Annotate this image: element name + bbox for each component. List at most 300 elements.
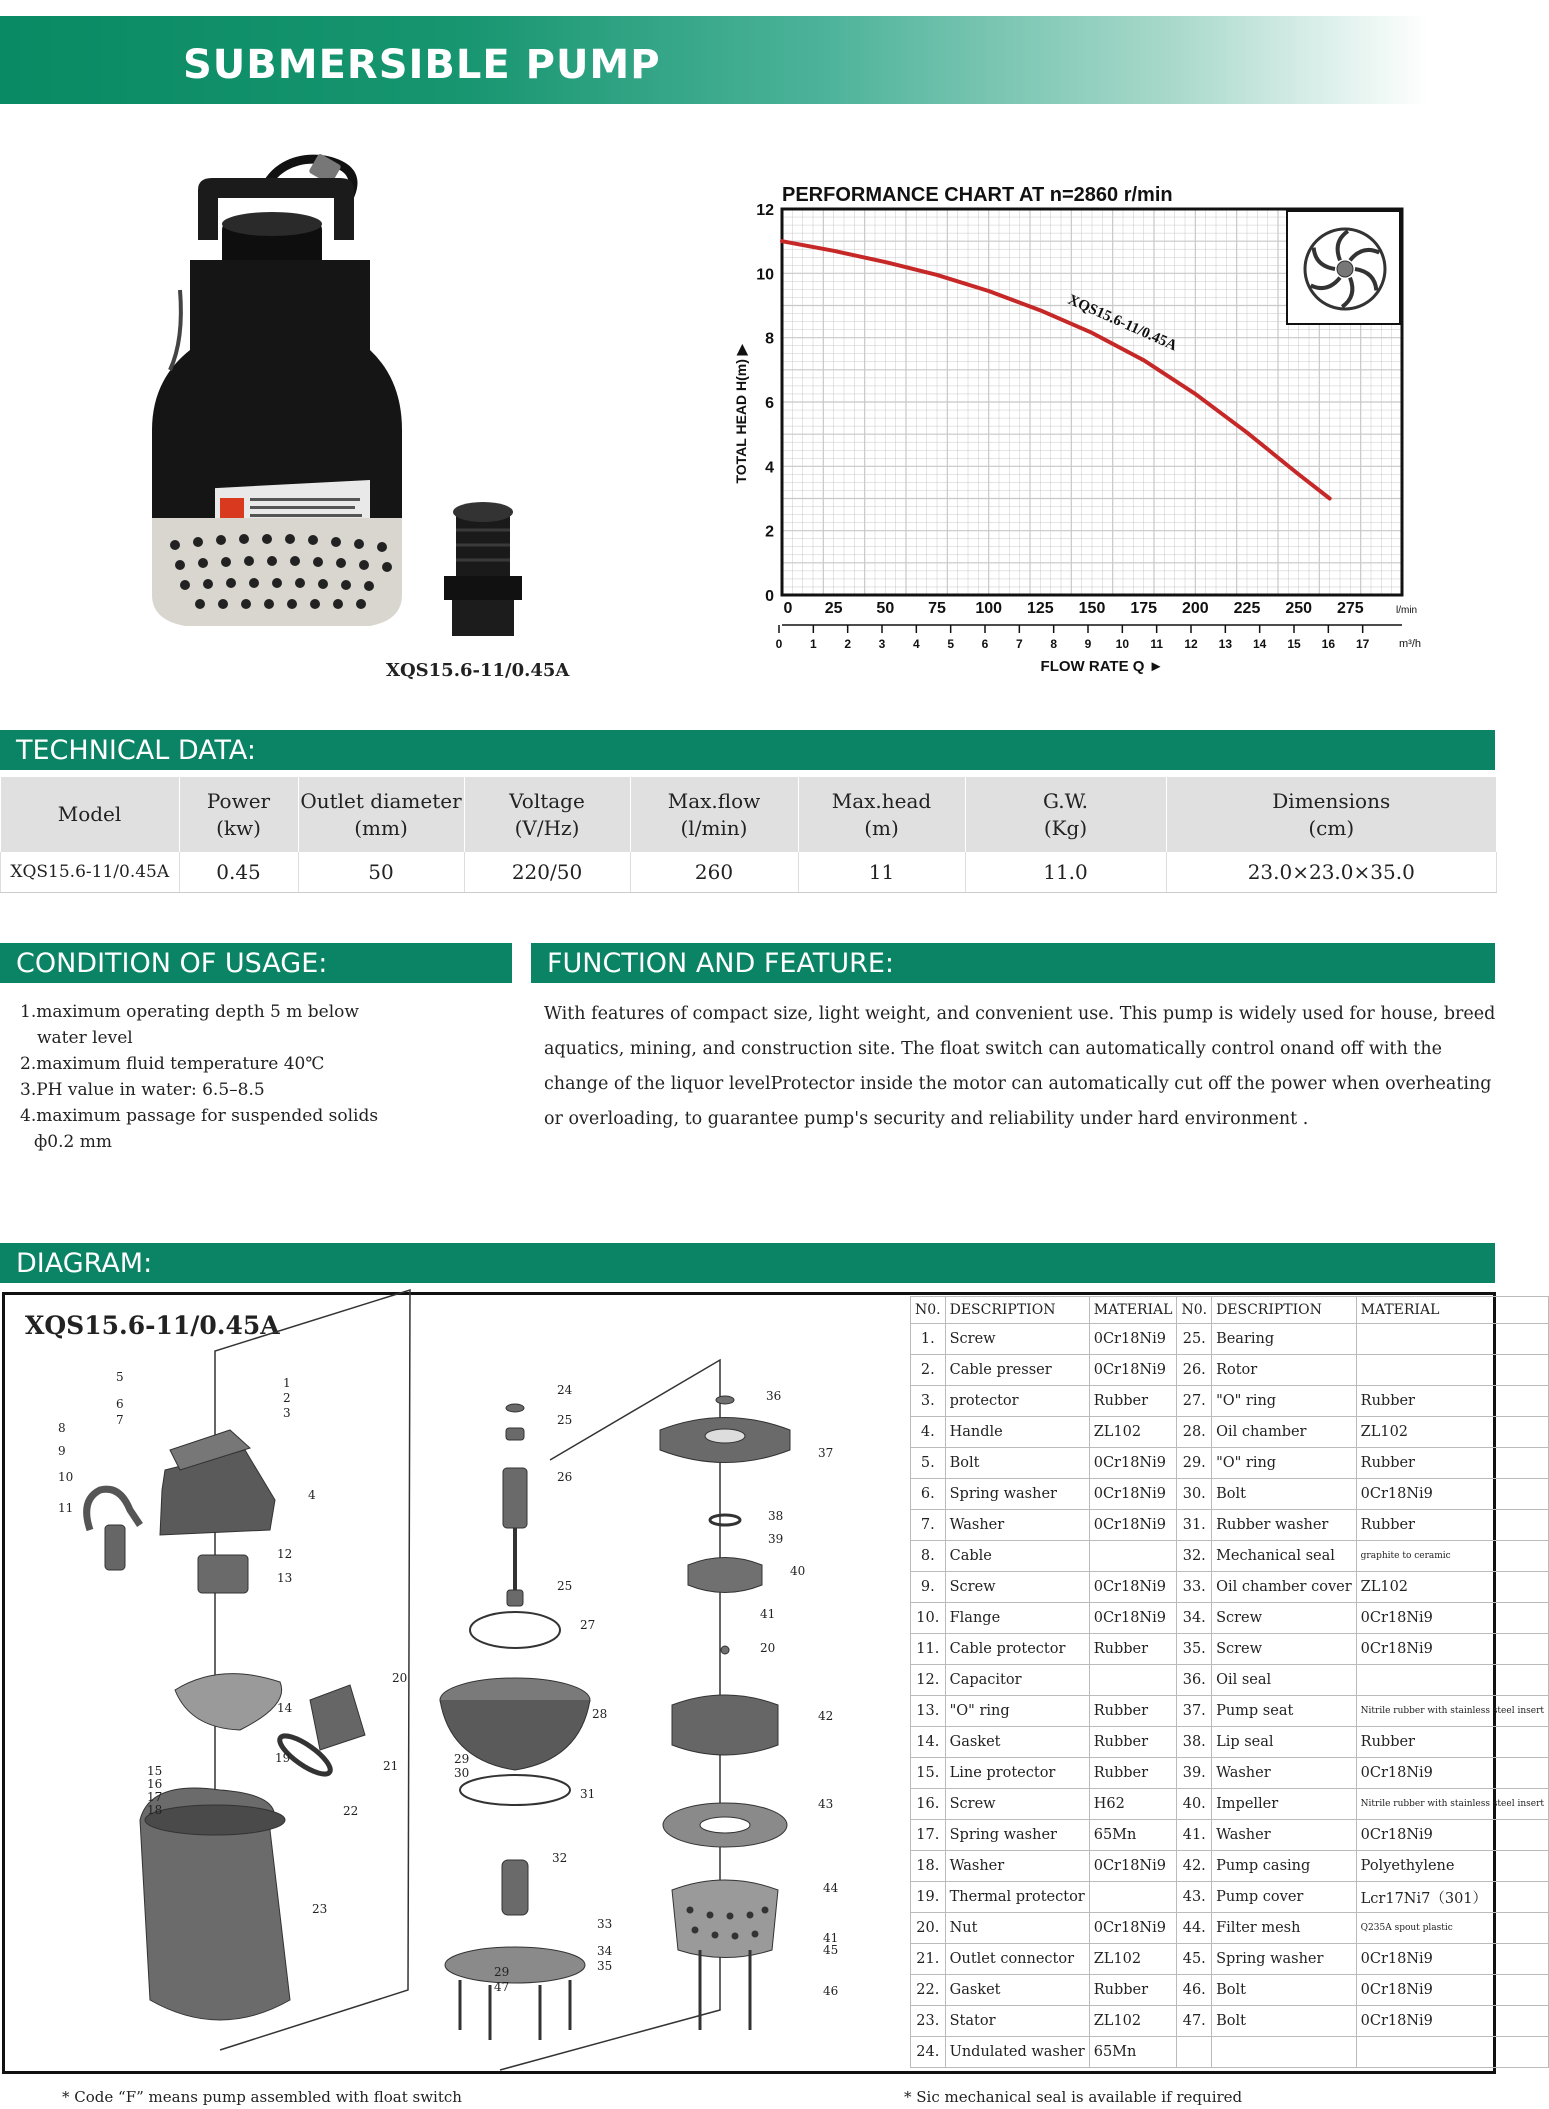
callout: 1 — [283, 1376, 291, 1390]
y-tick-label: 2 — [765, 523, 774, 541]
callout: 24 — [557, 1383, 573, 1397]
footer-note-left: * Code “F” means pump assembled with float switch — [62, 2088, 462, 2106]
part-no: 43. — [1177, 1882, 1212, 1913]
part-no: 30. — [1177, 1479, 1212, 1510]
parts-row — [911, 1479, 1549, 1510]
callout: 12 — [277, 1547, 293, 1561]
part-no: 16. — [911, 1789, 946, 1820]
callout: 16 — [147, 1777, 163, 1791]
cell-maxflow: 260 — [630, 852, 798, 893]
part-no: 22. — [911, 1975, 946, 2006]
x-tick-label: 225 — [1233, 600, 1261, 617]
part-material: Rubber — [1356, 1448, 1548, 1479]
callout: 10 — [58, 1470, 74, 1484]
parts-row — [911, 1665, 1549, 1696]
callout: 40 — [790, 1564, 806, 1578]
callout: 5 — [116, 1370, 124, 1384]
part-description: Pump seat — [1212, 1696, 1357, 1727]
parts-th: MATERIAL — [1089, 1297, 1177, 1324]
parts-row — [911, 1572, 1549, 1603]
part-description: Pump cover — [1212, 1882, 1357, 1913]
part-description: Bolt — [1212, 1975, 1357, 2006]
parts-row — [911, 1355, 1549, 1386]
parts-table — [910, 1296, 1549, 2068]
part-description: Cable — [945, 1541, 1089, 1572]
x2-tick-label: 4 — [912, 637, 920, 651]
y-tick-label: 8 — [765, 330, 774, 348]
parts-th: MATERIAL — [1356, 1297, 1548, 1324]
part-no: 20. — [911, 1913, 946, 1944]
x-tick-label: 175 — [1130, 600, 1158, 617]
parts-row — [911, 1820, 1549, 1851]
chart-title: PERFORMANCE CHART AT n=2860 r/min — [782, 184, 1173, 206]
part-no: 36. — [1177, 1665, 1212, 1696]
part-description: Mechanical seal — [1212, 1541, 1357, 1572]
part-no: 45. — [1177, 1944, 1212, 1975]
part-no: 47. — [1177, 2006, 1212, 2037]
part-material: 0Cr18Ni9 — [1356, 1975, 1548, 2006]
part-material: 0Cr18Ni9 — [1356, 1634, 1548, 1665]
th-unit: (l/min) — [680, 815, 748, 840]
part-material: Rubber — [1089, 1634, 1177, 1665]
parts-th: DESCRIPTION — [945, 1297, 1089, 1324]
callout: 20 — [392, 1671, 408, 1685]
parts-row — [911, 1882, 1549, 1913]
parts-row — [911, 1913, 1549, 1944]
part-material: 0Cr18Ni9 — [1356, 2006, 1548, 2037]
part-description: Bolt — [1212, 2006, 1357, 2037]
th-gw — [965, 777, 1166, 852]
parts-table-body — [911, 1297, 1549, 2068]
part-no: 37. — [1177, 1696, 1212, 1727]
th-label: Max.flow — [667, 788, 761, 813]
part-description: Cable presser — [945, 1355, 1089, 1386]
callout: 15 — [147, 1764, 163, 1778]
x-tick-label: 150 — [1078, 600, 1106, 617]
part-description — [1212, 2037, 1357, 2068]
part-description: Screw — [945, 1324, 1089, 1355]
part-description: protector — [945, 1386, 1089, 1417]
th-label: G.W. — [1042, 788, 1089, 813]
part-no: 41. — [1177, 1820, 1212, 1851]
part-description: Washer — [1212, 1820, 1357, 1851]
part-description: Screw — [945, 1572, 1089, 1603]
part-no: 32. — [1177, 1541, 1212, 1572]
part-material: Q235A spout plastic — [1356, 1913, 1548, 1944]
part-no: 15. — [911, 1758, 946, 1789]
part-material: 65Mn — [1089, 2037, 1177, 2068]
cell-model: XQS15.6-11/0.45A — [1, 852, 180, 893]
th-label: Power — [206, 788, 271, 813]
part-material: 0Cr18Ni9 — [1089, 1448, 1177, 1479]
diagram-heading: DIAGRAM: — [0, 1243, 1495, 1283]
performance-chart-svg — [730, 175, 1450, 675]
part-description: Line protector — [945, 1758, 1089, 1789]
part-description: Oil chamber — [1212, 1417, 1357, 1448]
cell-outlet: 50 — [298, 852, 464, 893]
parts-row — [911, 2006, 1549, 2037]
x2-tick-label: 3 — [878, 637, 886, 651]
part-description: Nut — [945, 1913, 1089, 1944]
callout: 45 — [823, 1943, 839, 1957]
function-heading: FUNCTION AND FEATURE: — [531, 943, 1495, 983]
part-no: 35. — [1177, 1634, 1212, 1665]
parts-row — [911, 1851, 1549, 1882]
part-description: "O" ring — [1212, 1448, 1357, 1479]
pump-photo — [140, 140, 560, 640]
part-material — [1356, 1324, 1548, 1355]
part-material: Rubber — [1356, 1727, 1548, 1758]
x2-tick-label: 7 — [1015, 637, 1023, 651]
condition-line: 3.PH value in water: 6.5–8.5 — [20, 1080, 265, 1100]
parts-row — [911, 2037, 1549, 2068]
part-description: "O" ring — [945, 1696, 1089, 1727]
impeller-hub — [1337, 261, 1353, 277]
part-no: 6. — [911, 1479, 946, 1510]
x-tick-label: 275 — [1336, 600, 1364, 617]
callout: 2 — [283, 1391, 291, 1405]
part-material: ZL102 — [1089, 1944, 1177, 1975]
part-no: 33. — [1177, 1572, 1212, 1603]
part-material: Rubber — [1089, 1758, 1177, 1789]
parts-header-row — [911, 1297, 1549, 1324]
part-description: Bearing — [1212, 1324, 1357, 1355]
x-tick-label: 250 — [1285, 600, 1313, 617]
cell-voltage: 220/50 — [464, 852, 630, 893]
part-no: 3. — [911, 1386, 946, 1417]
callout: 41 — [760, 1607, 776, 1621]
part-no: 29. — [1177, 1448, 1212, 1479]
callout: 30 — [454, 1766, 470, 1780]
part-no: 5. — [911, 1448, 946, 1479]
th-label: Max.head — [831, 788, 932, 813]
part-description: Lip seal — [1212, 1727, 1357, 1758]
part-no: 2. — [911, 1355, 946, 1386]
part-no: 40. — [1177, 1789, 1212, 1820]
part-no: 13. — [911, 1696, 946, 1727]
exploded-view — [20, 1350, 900, 2070]
th-unit: (cm) — [1308, 815, 1355, 840]
part-material: Nitrile rubber with stainless steel insert — [1356, 1789, 1548, 1820]
th-maxhead — [798, 777, 965, 852]
parts-row — [911, 1541, 1549, 1572]
part-description: Washer — [1212, 1758, 1357, 1789]
part-material: 0Cr18Ni9 — [1089, 1355, 1177, 1386]
x2-tick-label: 6 — [981, 637, 989, 651]
x-tick-label: 100 — [975, 600, 1003, 617]
function-text — [544, 997, 1504, 1137]
part-material: 0Cr18Ni9 — [1356, 1944, 1548, 1975]
part-material: Rubber — [1089, 1696, 1177, 1727]
part-no: 10. — [911, 1603, 946, 1634]
callout: 34 — [597, 1944, 613, 1958]
callout: 4 — [308, 1488, 316, 1502]
callout: 11 — [58, 1501, 74, 1515]
part-no: 9. — [911, 1572, 946, 1603]
callout: 29 — [494, 1965, 510, 1979]
part-description: Thermal protector — [945, 1882, 1089, 1913]
part-description: Screw — [1212, 1634, 1357, 1665]
part-description: Screw — [945, 1789, 1089, 1820]
technical-data-heading: TECHNICAL DATA: — [0, 730, 1495, 770]
callout: 8 — [58, 1421, 66, 1435]
th-unit: (m) — [864, 815, 899, 840]
part-material: Rubber — [1089, 1386, 1177, 1417]
th-label: Outlet diameter — [300, 788, 462, 813]
part-material: ZL102 — [1356, 1417, 1548, 1448]
x-unit-label: l/min — [1396, 605, 1418, 616]
condition-line: 1.maximum operating depth 5 m below — [20, 1002, 359, 1022]
x2-tick-label: 0 — [775, 637, 783, 651]
y-tick-label: 0 — [765, 588, 774, 605]
part-material: 0Cr18Ni9 — [1356, 1820, 1548, 1851]
x2-tick-label: 13 — [1218, 637, 1233, 651]
condition-list — [20, 999, 500, 1155]
parts-row — [911, 1448, 1549, 1479]
parts-row — [911, 1386, 1549, 1417]
th-unit: (V/Hz) — [514, 815, 580, 840]
th-voltage — [464, 777, 630, 852]
part-description: Oil chamber cover — [1212, 1572, 1357, 1603]
callout: 25 — [557, 1413, 573, 1427]
part-no: 31. — [1177, 1510, 1212, 1541]
function-line: With features of compact size, light weight, and convenient use. This pump is widely used for house, breed — [544, 1004, 1496, 1024]
y-tick-label: 12 — [756, 202, 774, 219]
callout: 17 — [147, 1790, 163, 1804]
cell-maxhead: 11 — [798, 852, 965, 893]
parts-row — [911, 1603, 1549, 1634]
x-tick-label: 200 — [1181, 600, 1209, 617]
th-label: Voltage — [509, 788, 585, 813]
y-tick-label: 4 — [765, 459, 774, 477]
part-material: 0Cr18Ni9 — [1356, 1479, 1548, 1510]
part-description: Bolt — [945, 1448, 1089, 1479]
callout: 46 — [823, 1984, 839, 1998]
function-line: aquatics, mining, and construction site. The float switch can automatically control onand off with the — [544, 1039, 1442, 1059]
part-description: Flange — [945, 1603, 1089, 1634]
part-no: 25. — [1177, 1324, 1212, 1355]
parts-row — [911, 1789, 1549, 1820]
part-no: 17. — [911, 1820, 946, 1851]
callout: 18 — [147, 1803, 163, 1817]
part-description: Washer — [945, 1851, 1089, 1882]
callout: 41 — [823, 1931, 839, 1945]
callout: 6 — [116, 1397, 124, 1411]
part-no: 7. — [911, 1510, 946, 1541]
callout: 36 — [766, 1389, 782, 1403]
function-line: change of the liquor levelProtector inside the motor can automatically cut off the power when overheating — [544, 1074, 1492, 1094]
part-description: Handle — [945, 1417, 1089, 1448]
parts-row — [911, 1727, 1549, 1758]
callout: 19 — [275, 1751, 291, 1765]
parts-row — [911, 1417, 1549, 1448]
part-no: 19. — [911, 1882, 946, 1913]
y-tick-label: 10 — [756, 266, 774, 284]
part-no: 21. — [911, 1944, 946, 1975]
part-description: Filter mesh — [1212, 1913, 1357, 1944]
part-description: Spring washer — [945, 1479, 1089, 1510]
part-no: 12. — [911, 1665, 946, 1696]
part-material — [1356, 1355, 1548, 1386]
x2-tick-label: 15 — [1287, 637, 1301, 651]
th-unit: (mm) — [354, 815, 408, 840]
th-maxflow — [630, 777, 798, 852]
part-no: 18. — [911, 1851, 946, 1882]
part-description: Screw — [1212, 1603, 1357, 1634]
part-material: Rubber — [1356, 1386, 1548, 1417]
part-material — [1089, 1882, 1177, 1913]
x2-tick-label: 17 — [1355, 637, 1370, 651]
part-no: 27. — [1177, 1386, 1212, 1417]
cell-dimensions: 23.0×23.0×35.0 — [1166, 852, 1497, 893]
part-material: 0Cr18Ni9 — [1356, 1603, 1548, 1634]
part-description: Capacitor — [945, 1665, 1089, 1696]
condition-heading: CONDITION OF USAGE: — [0, 943, 512, 983]
parts-th: N0. — [1177, 1297, 1212, 1324]
series-label: XQS15.6-11/0.45A — [1065, 291, 1180, 355]
x-tick-label: 75 — [928, 600, 946, 617]
part-material: graphite to ceramic — [1356, 1541, 1548, 1572]
callout: 23 — [312, 1902, 328, 1916]
th-outlet — [298, 777, 464, 852]
parts-row — [911, 1944, 1549, 1975]
part-material: Rubber — [1089, 1727, 1177, 1758]
part-no: 42. — [1177, 1851, 1212, 1882]
callout: 39 — [768, 1532, 784, 1546]
x-axis-label: FLOW RATE Q ► — [1040, 658, 1164, 675]
callout: 7 — [116, 1413, 124, 1427]
th-power — [179, 777, 298, 852]
part-material: 0Cr18Ni9 — [1089, 1913, 1177, 1944]
callout: 26 — [557, 1470, 573, 1484]
x2-tick-label: 8 — [1050, 637, 1058, 651]
part-material — [1089, 1665, 1177, 1696]
th-model — [1, 777, 180, 852]
part-material: ZL102 — [1089, 1417, 1177, 1448]
x2-unit-label: m³/h — [1399, 638, 1421, 650]
callout: 31 — [580, 1787, 596, 1801]
callout: 3 — [283, 1406, 291, 1420]
parts-row — [911, 1975, 1549, 2006]
callout: 25 — [557, 1579, 573, 1593]
x2-tick-label: 11 — [1150, 637, 1164, 651]
condition-line: ф0.2 mm — [34, 1132, 112, 1152]
x-tick-label: 125 — [1026, 600, 1054, 617]
part-description: Outlet connector — [945, 1944, 1089, 1975]
part-material: Rubber — [1356, 1510, 1548, 1541]
part-no — [1177, 2037, 1212, 2068]
part-no: 24. — [911, 2037, 946, 2068]
parts-row — [911, 1758, 1549, 1789]
diagram-model: XQS15.6-11/0.45A — [25, 1311, 280, 1340]
callout: 13 — [277, 1571, 293, 1585]
part-description: Gasket — [945, 1727, 1089, 1758]
part-description: Undulated washer — [945, 2037, 1089, 2068]
part-no: 11. — [911, 1634, 946, 1665]
part-material: Rubber — [1089, 1975, 1177, 2006]
parts-row — [911, 1696, 1549, 1727]
cell-power: 0.45 — [179, 852, 298, 893]
part-description: Gasket — [945, 1975, 1089, 2006]
callout: 43 — [818, 1797, 834, 1811]
part-description: Rotor — [1212, 1355, 1357, 1386]
part-material — [1356, 2037, 1548, 2068]
part-no: 46. — [1177, 1975, 1212, 2006]
callout: 22 — [343, 1804, 359, 1818]
function-line: or overloading, to guarantee pump's security and reliability under hard environment . — [544, 1109, 1309, 1129]
th-label: Model — [57, 802, 122, 826]
part-material: 0Cr18Ni9 — [1089, 1603, 1177, 1634]
part-no: 38. — [1177, 1727, 1212, 1758]
part-material: 0Cr18Ni9 — [1089, 1479, 1177, 1510]
callout: 9 — [58, 1444, 66, 1458]
callout: 28 — [592, 1707, 608, 1721]
parts-row — [911, 1634, 1549, 1665]
th-label: Dimensions — [1272, 788, 1391, 813]
part-description: Impeller — [1212, 1789, 1357, 1820]
exploded-view-svg — [20, 1350, 900, 2070]
cell-gw: 11.0 — [965, 852, 1166, 893]
callout: 44 — [823, 1881, 839, 1895]
x2-tick-label: 16 — [1321, 637, 1336, 651]
th-unit: (Kg) — [1043, 815, 1088, 840]
callout: 20 — [760, 1641, 776, 1655]
part-material: ZL102 — [1089, 2006, 1177, 2037]
part-material: H62 — [1089, 1789, 1177, 1820]
part-description: Spring washer — [945, 1820, 1089, 1851]
photo-caption: XQS15.6-11/0.45A — [386, 660, 570, 681]
part-no: 8. — [911, 1541, 946, 1572]
part-material: 0Cr18Ni9 — [1089, 1851, 1177, 1882]
th-unit: (kw) — [216, 815, 261, 840]
technical-data-table — [0, 777, 1497, 893]
part-description: Oil seal — [1212, 1665, 1357, 1696]
callout: 38 — [768, 1509, 784, 1523]
part-no: 44. — [1177, 1913, 1212, 1944]
technical-data-row — [1, 852, 1497, 893]
part-material: 0Cr18Ni9 — [1356, 1758, 1548, 1789]
part-material: Polyethylene — [1356, 1851, 1548, 1882]
part-description: Washer — [945, 1510, 1089, 1541]
part-no: 14. — [911, 1727, 946, 1758]
part-description: Cable protector — [945, 1634, 1089, 1665]
part-material: Nitrile rubber with stainless steel insert — [1356, 1696, 1548, 1727]
x2-tick-label: 2 — [844, 637, 852, 651]
part-no: 1. — [911, 1324, 946, 1355]
callout: 37 — [818, 1446, 834, 1460]
part-no: 34. — [1177, 1603, 1212, 1634]
header-banner — [0, 16, 1505, 104]
part-material: 65Mn — [1089, 1820, 1177, 1851]
parts-row — [911, 1324, 1549, 1355]
technical-header-row — [1, 777, 1497, 852]
callout: 27 — [580, 1618, 596, 1632]
part-material: ZL102 — [1356, 1572, 1548, 1603]
callout: 14 — [277, 1701, 293, 1715]
footer-note-right: * Sic mechanical seal is available if required — [904, 2088, 1243, 2106]
part-material: 0Cr18Ni9 — [1089, 1510, 1177, 1541]
part-description: Spring washer — [1212, 1944, 1357, 1975]
x2-tick-label: 14 — [1252, 637, 1267, 651]
part-description: Bolt — [1212, 1479, 1357, 1510]
part-material: Lcr17Ni7（301） — [1356, 1882, 1548, 1913]
x2-tick-label: 10 — [1115, 637, 1130, 651]
part-material: 0Cr18Ni9 — [1089, 1324, 1177, 1355]
condition-line: 2.maximum fluid temperature 40℃ — [20, 1054, 325, 1074]
callout: 32 — [552, 1851, 568, 1865]
condition-line: water level — [37, 1028, 133, 1048]
x2-tick-label: 1 — [809, 637, 817, 651]
